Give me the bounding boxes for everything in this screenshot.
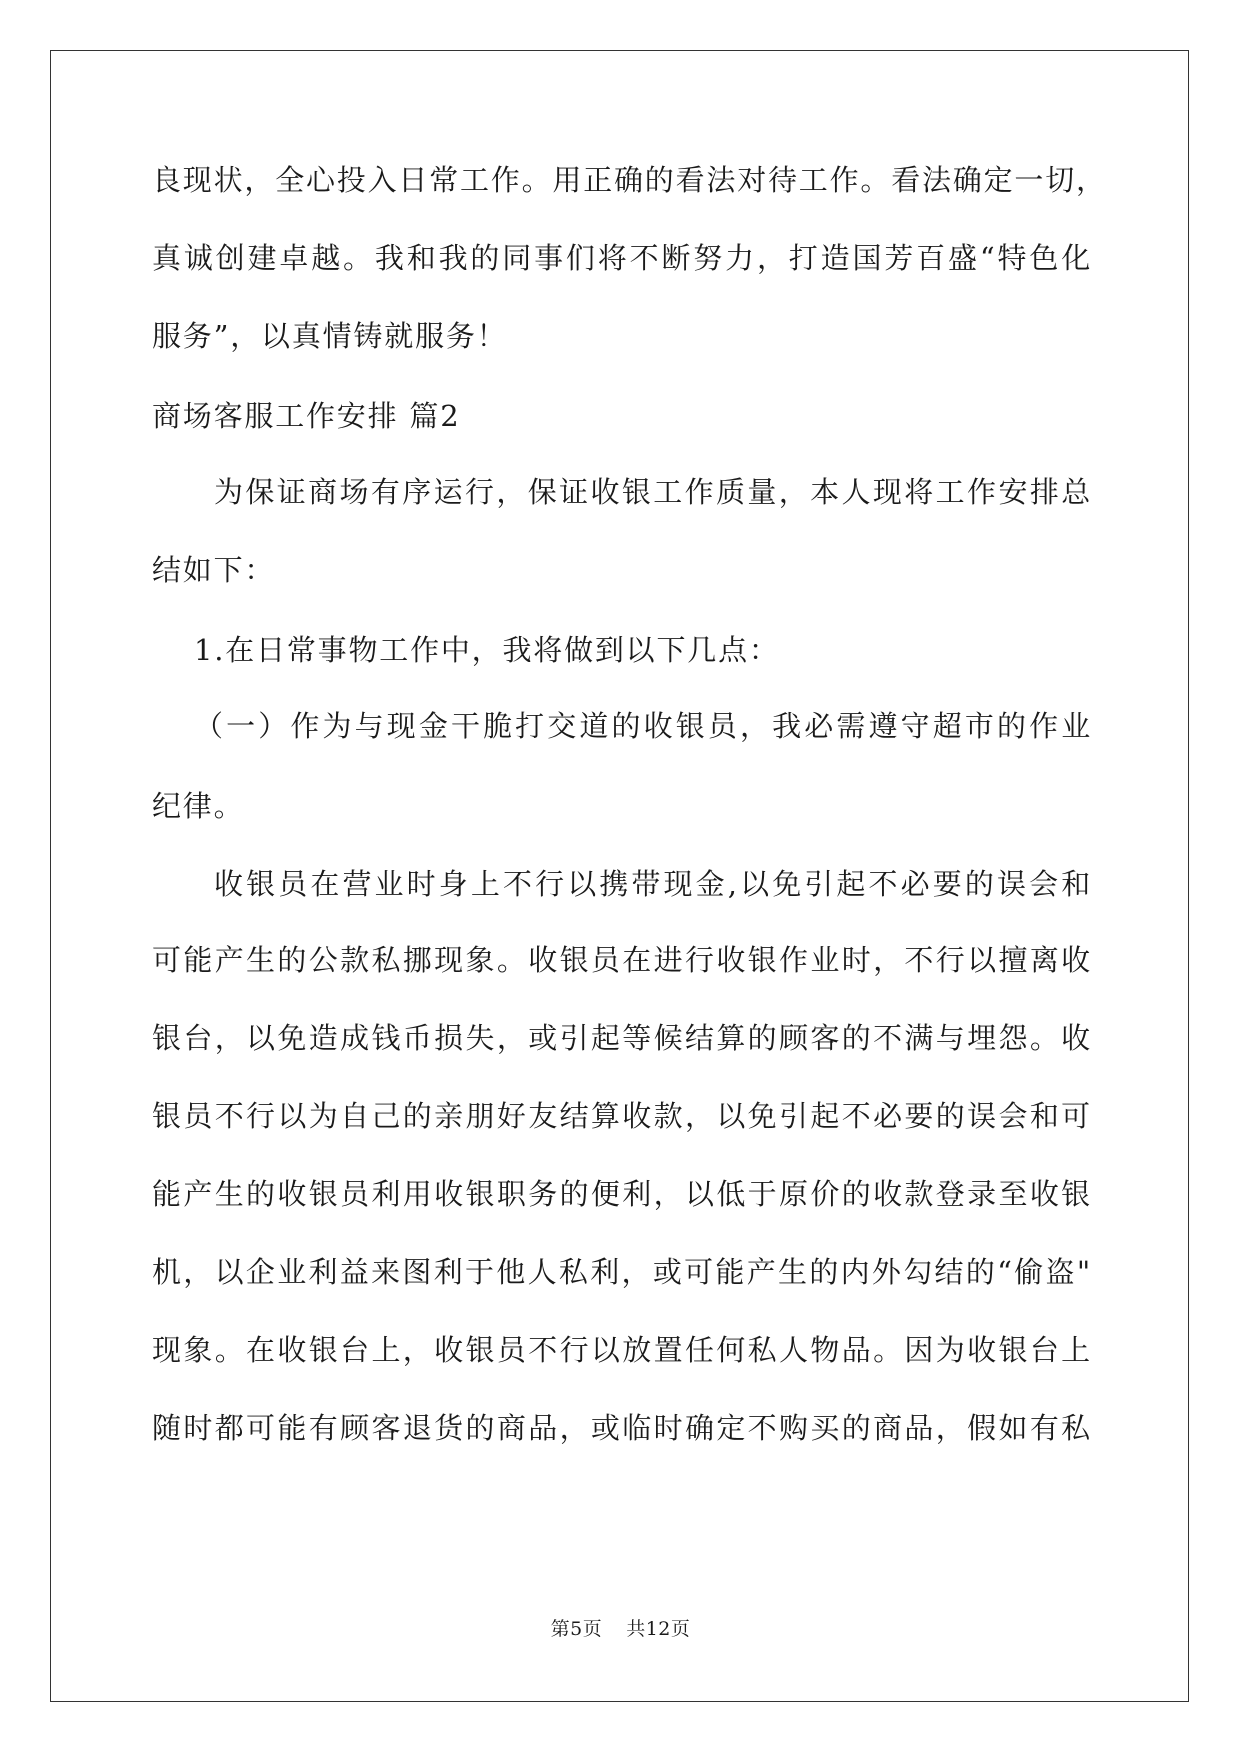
paragraph-line: 为保证商场有序运行，保证收银工作质量，本人现将工作安排总 (214, 475, 1092, 509)
paragraph-line: 真诚创建卓越。我和我的同事们将不断努力，打造国芳百盛“特色化 (152, 241, 1092, 275)
paragraph-line: 可能产生的公款私挪现象。收银员在进行收银作业时，不行以擅离收 (152, 943, 1092, 977)
paragraph-line: （一）作为与现金干脆打交道的收银员，我必需遵守超市的作业 (194, 709, 1092, 743)
paragraph-line: 银台，以免造成钱币损失，或引起等候结算的顾客的不满与埋怨。收 (152, 1021, 1092, 1055)
paragraph-line: 机，以企业利益来图利于他人私利，或可能产生的内外勾结的“偷盗" (152, 1255, 1092, 1289)
section-heading: 商场客服工作安排 篇2 (152, 399, 461, 433)
paragraph-line: 现象。在收银台上，收银员不行以放置任何私人物品。因为收银台上 (152, 1333, 1092, 1367)
paragraph-line: 收银员在营业时身上不行以携带现金,以免引起不必要的误会和 (214, 867, 1092, 901)
paragraph-line: 随时都可能有顾客退货的商品，或临时确定不购买的商品，假如有私 (152, 1411, 1092, 1445)
page-footer (0, 1617, 1241, 1641)
page-total: 共12页 (626, 1618, 691, 1640)
page-number: 第5页 (550, 1618, 603, 1640)
list-item-heading: 1.在日常事物工作中，我将做到以下几点： (194, 633, 780, 667)
paragraph-line: 服务”，以真情铸就服务！ (152, 319, 508, 353)
paragraph-line: 纪律。 (152, 789, 245, 823)
paragraph-line: 能产生的收银员利用收银职务的便利，以低于原价的收款登录至收银 (152, 1177, 1092, 1211)
paragraph-line: 银员不行以为自己的亲朋好友结算收款，以免引起不必要的误会和可 (152, 1099, 1092, 1133)
paragraph-line: 良现状，全心投入日常工作。用正确的看法对待工作。看法确定一切， (152, 163, 1107, 197)
paragraph-line: 结如下： (152, 553, 276, 587)
